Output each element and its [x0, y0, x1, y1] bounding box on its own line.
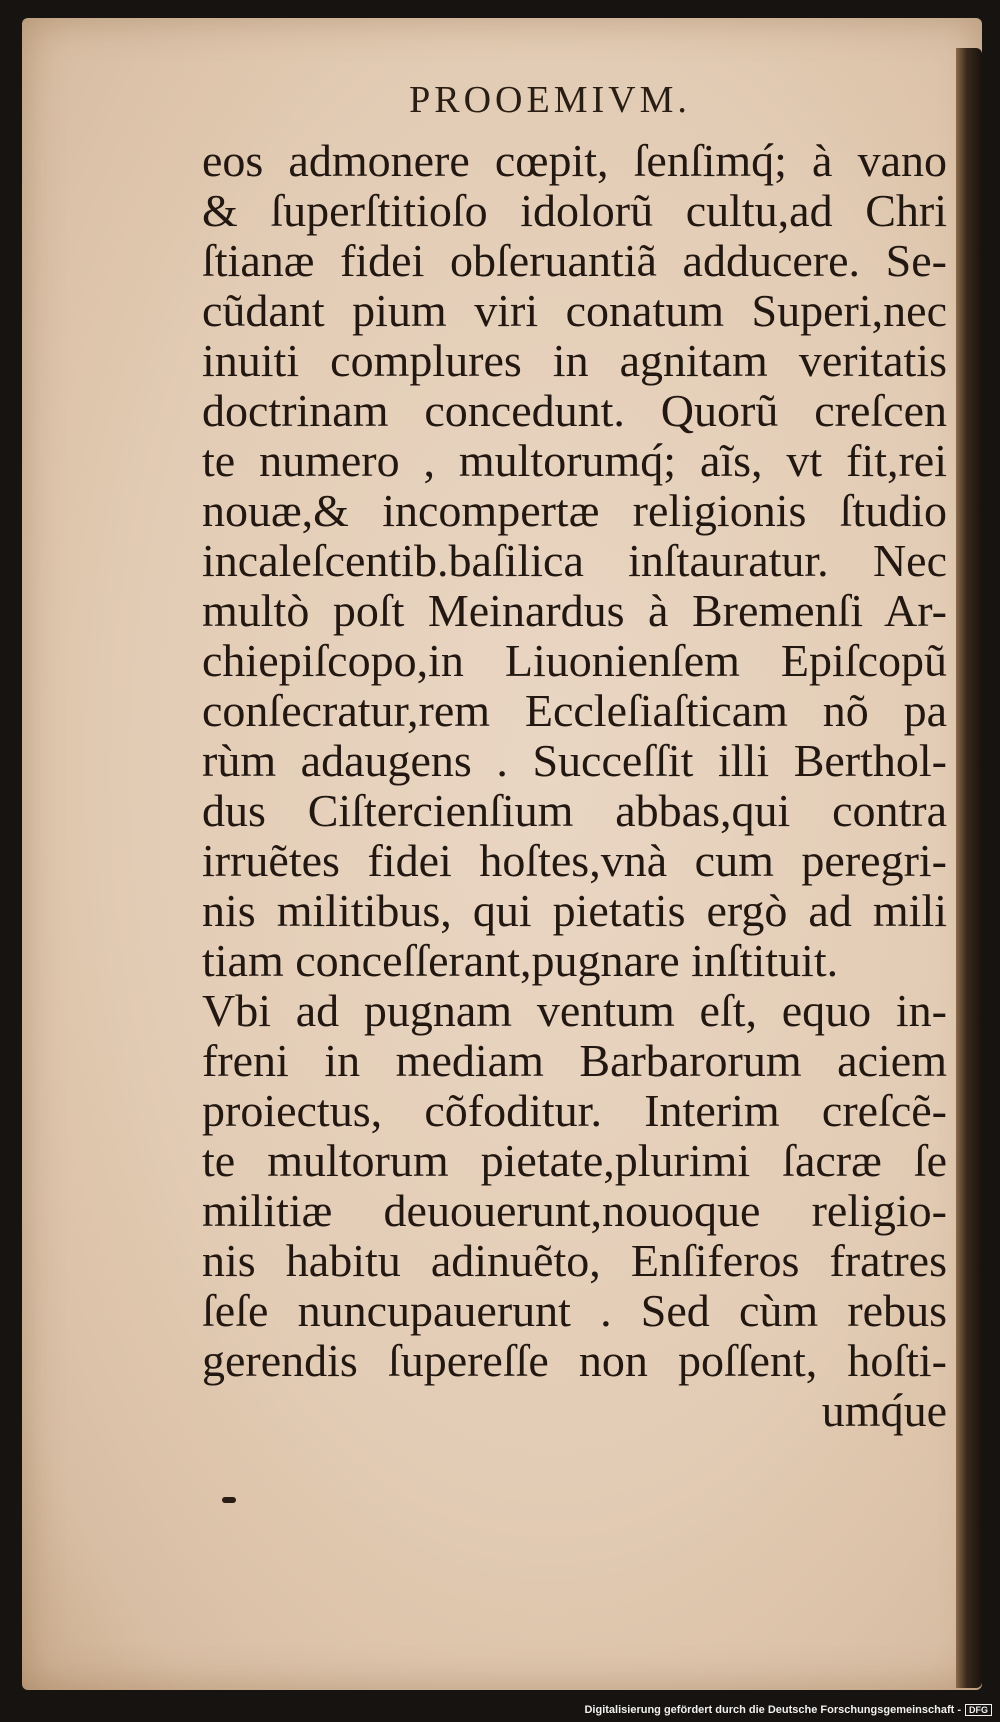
text-line: nis habitu adinuẽto, Enſiferos fratres: [202, 1235, 947, 1286]
digitization-footer: [584, 1704, 992, 1716]
text-line: te multorum pietate,plurimi ſacræ ſe: [202, 1135, 947, 1186]
text-line: conſecratur,rem Eccleſiaſticam nõ pa: [202, 685, 947, 736]
dfg-logo: DFG: [965, 1704, 992, 1716]
text-line: freni in mediam Barbarorum aciem: [202, 1035, 947, 1086]
text-line: Vbi ad pugnam ventum eſt, equo in-: [202, 985, 947, 1036]
text-line: multò poſt Meinardus à Bremenſi Ar-: [202, 585, 947, 636]
text-line: ſeſe nuncupauerunt . Sed cùm rebus: [202, 1285, 947, 1336]
running-head: PROOEMIVM.: [409, 79, 691, 121]
text-block: [202, 136, 947, 1436]
text-line: gerendis ſupereſſe non poſſent, hoſti-: [202, 1335, 947, 1386]
text-line: irruẽtes fidei hoſtes,vnà cum peregri-: [202, 835, 947, 886]
text-line: proiectus, cõfoditur. Interim creſcẽ-: [202, 1085, 947, 1136]
text-line: & ſuperſtitioſo idolorũ cultu,ad Chri: [202, 185, 947, 236]
text-line: nis militibus, qui pietatis ergò ad mili: [202, 885, 947, 936]
text-line: te numero , multorumq́; aĩs, vt fit,rei: [202, 435, 947, 486]
catchword: umq́ue: [821, 1385, 947, 1436]
text-line: cũdant pium viri conatum Superi,nec: [202, 285, 947, 336]
text-line: inuiti complures in agnitam veritatis: [202, 335, 947, 386]
text-line: eos admonere cœpit, ſenſimq́; à vano: [202, 135, 947, 186]
text-line: dus Ciſtercienſium abbas,qui contra: [202, 785, 947, 836]
text-line: tiam conceſſerant,pugnare inſtituit.: [202, 935, 839, 986]
ink-mark: [222, 1497, 236, 1503]
text-line: ſtianæ fidei obſeruantiã adducere. Se-: [202, 235, 947, 286]
text-line: nouæ,& incompertæ religionis ſtudio: [202, 485, 947, 536]
text-line: chiepiſcopo,in Liuonienſem Epiſcopũ: [202, 635, 947, 686]
text-line: doctrinam concedunt. Quorũ creſcen: [202, 385, 947, 436]
text-line: incaleſcentib.baſilica inſtauratur. Nec: [202, 535, 947, 586]
page-edge: [956, 48, 982, 1688]
text-line: rùm adaugens . Succeſſit illi Berthol-: [202, 735, 947, 786]
footer-text: Digitalisierung gefördert durch die Deutsche Forschungsgemeinschaft -: [584, 1704, 961, 1716]
text-line: militiæ deuouerunt,nouoque religio-: [202, 1185, 947, 1236]
